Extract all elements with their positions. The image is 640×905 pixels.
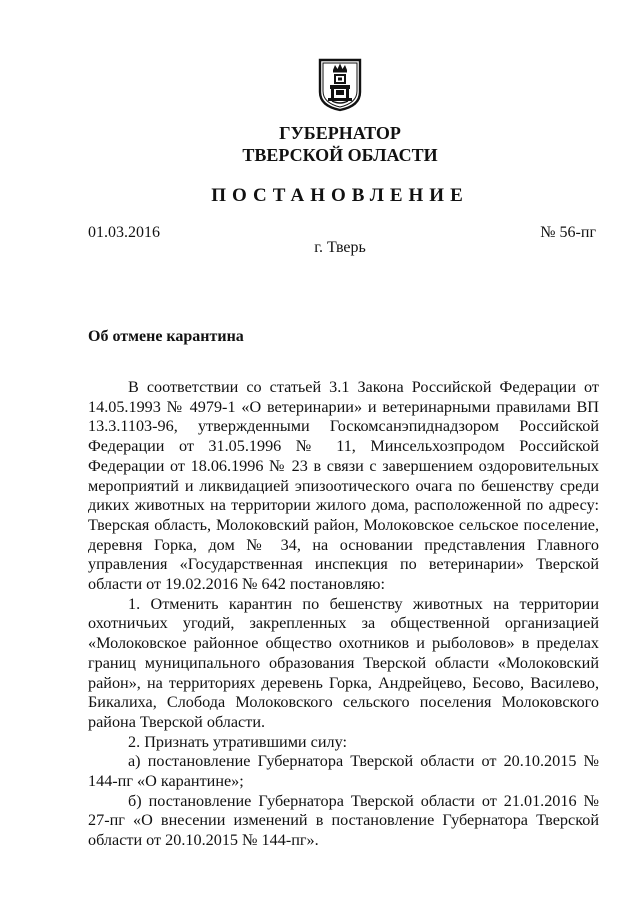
body-paragraph-item-2a: а) постановление Губернатора Тверской области от 20.10.2015 № 144-пг «О карантине»;	[88, 752, 599, 791]
body-paragraph-item-2: 2. Признать утратившими силу:	[128, 732, 347, 751]
document-number: № 56-пг	[540, 224, 596, 241]
document-date: 01.03.2016	[88, 224, 160, 241]
document-city: г. Тверь	[314, 239, 366, 256]
document-subject: Об отмене карантина	[88, 328, 244, 345]
coat-of-arms-icon	[318, 58, 362, 112]
body-paragraph-preamble: В соответствии со статьей 3.1 Закона Российской Федерации от 14.05.1993 № 4979-1 «О ветеринарии» и ветеринарными правилами ВП 13.3.1103-96, утвержденными Госкомсанэпиднадзором Российской Федерации от 31.05.1996 № 11, Минсельхозпродом Российской Федерации от 18.06.1996 № 23 в связи с завершением оздоровительных мероприятий и ликвидацией эпизоотического очага по бешенству среди диких животных на территории жилого дома, расположенной по адресу: Тверская область, Молоковский район, Молоковское сельское поселение, деревня Горка, дом № 34, на основании представления Главного управления «Государственная инспекция по ветеринарии» Тверской области от 19.02.2016 № 642 постановляю:	[88, 378, 599, 594]
issuer-title-line-2: ТВЕРСКОЙ ОБЛАСТИ	[242, 145, 438, 165]
issuer-title-line-1: ГУБЕРНАТОР	[279, 123, 401, 143]
document-type-heading: ПОСТАНОВЛЕНИЕ	[211, 185, 469, 206]
body-paragraph-item-2b: б) постановление Губернатора Тверской области от 21.01.2016 № 27-пг «О внесении изменений в постановление Губернатора Тверской области от 20.10.2015 № 144-пг».	[88, 791, 599, 850]
document-body	[88, 378, 599, 851]
body-paragraph-item-1: 1. Отменить карантин по бешенству животных на территории охотничьих угодий, закрепленных за общественной организацией «Молоковское районное общество охотников и рыболовов» в пределах границ муниципального образования Тверской области «Молоковский район», на территориях деревень Горка, Андрейцево, Бесово, Василево, Бикалиха, Слобода Молоковского сельского поселения Молоковского района Тверской области.	[88, 594, 599, 731]
